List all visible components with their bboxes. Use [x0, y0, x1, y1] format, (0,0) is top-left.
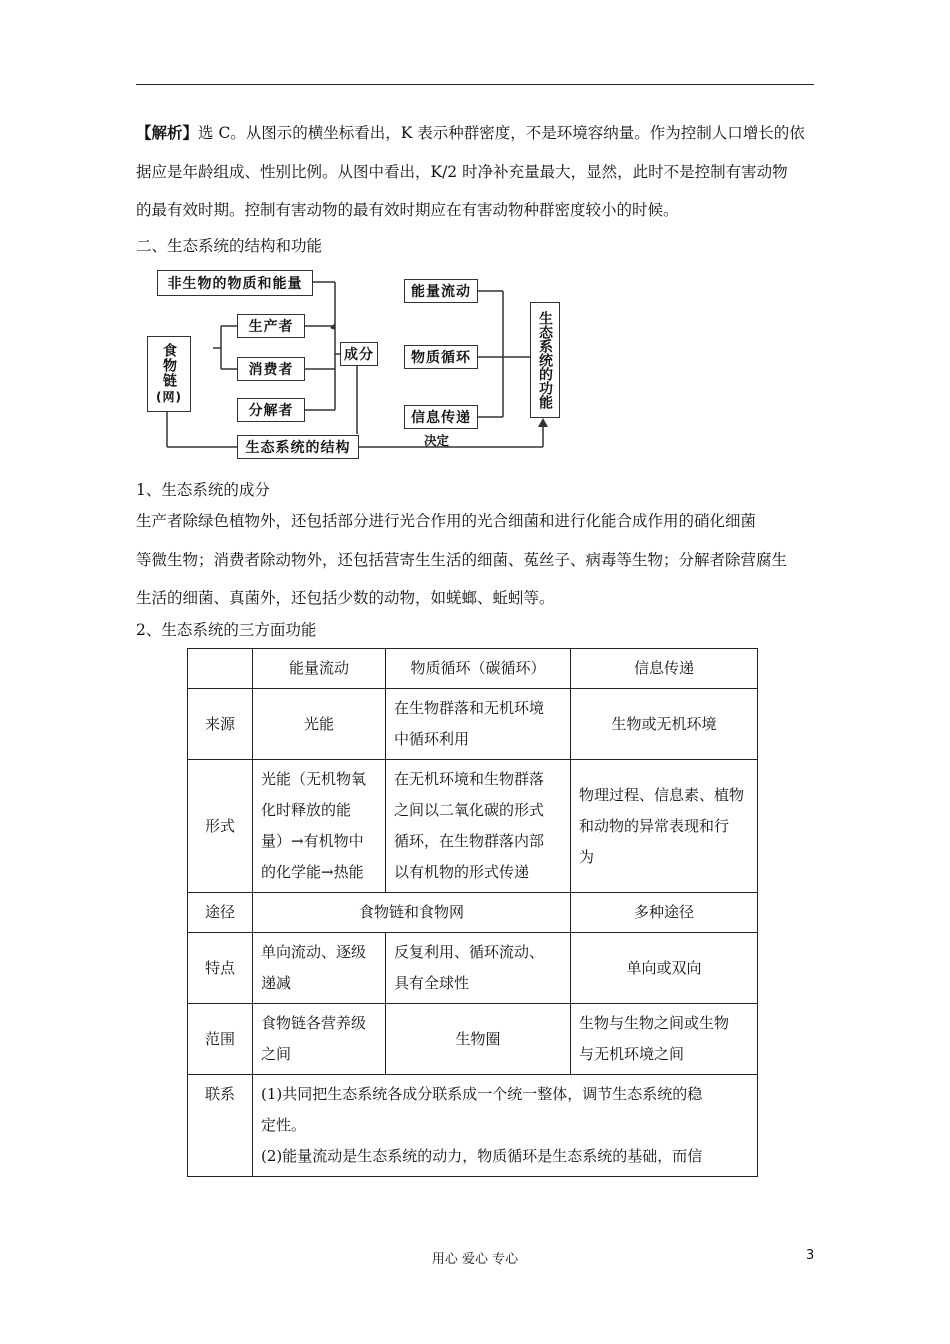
- row-label-relation: 联系: [188, 1075, 253, 1177]
- producer-box: 生产者: [237, 314, 305, 338]
- source-energy: 光能: [253, 689, 386, 760]
- feature-info: 单向或双向: [571, 933, 758, 1004]
- analysis-paragraph: [136, 114, 816, 230]
- header-cell-energy: 能量流动: [253, 649, 386, 689]
- function-table: [187, 648, 758, 1177]
- table-row: [188, 933, 758, 1004]
- relation-line3: (2)能量流动是生态系统的动力，物质循环是生态系统的基础，而信: [261, 1147, 703, 1165]
- scope-info-line: 生物与生物之间或生物: [579, 1014, 730, 1032]
- source-material: [386, 689, 571, 760]
- sub1-line3: 生活的细菌、真菌外，还包括少数的动物，如蜣螂、蚯蚓等。: [136, 589, 555, 607]
- row-label-route: 途径: [188, 893, 253, 933]
- table-row: [188, 760, 758, 893]
- form-material-line: 在无机环境和生物群落: [394, 770, 545, 788]
- consumer-box: 消费者: [237, 357, 305, 381]
- form-energy-line: 量）→有机物中: [261, 832, 364, 850]
- structure-box: 生态系统的结构: [237, 435, 359, 459]
- header-cell-material: 物质循环（碳循环）: [386, 649, 571, 689]
- form-material-line: 之间以二氧化碳的形式: [394, 801, 545, 819]
- form-energy-line: 化时释放的能: [261, 801, 352, 819]
- row-label-form: 形式: [188, 760, 253, 893]
- abiotic-box: 非生物的物质和能量: [157, 270, 313, 296]
- food-chain-box: [147, 336, 191, 412]
- form-material: [386, 760, 571, 893]
- feature-energy: [253, 933, 386, 1004]
- header-cell-empty: [188, 649, 253, 689]
- table-row: [188, 893, 758, 933]
- determines-label: 决定: [424, 433, 450, 448]
- sub1-title: 1、生态系统的成分: [136, 481, 270, 499]
- info-transfer-box: 信息传递: [404, 405, 478, 429]
- analysis-line2: 据应是年龄组成、性别比例。从图中看出，K/2 时净补充量最大，显然，此时不是控制有害动物: [136, 162, 788, 181]
- table-header-row: [188, 649, 758, 689]
- scope-energy-line: 之间: [261, 1045, 292, 1063]
- sub1-line1: 生产者除绿色植物外，还包括部分进行光合作用的光合细菌和进行化能合成作用的硝化细菌: [136, 512, 757, 530]
- table-row: [188, 689, 758, 760]
- scope-info-line: 与无机环境之间: [579, 1045, 685, 1063]
- scope-material: 生物圈: [386, 1004, 571, 1075]
- route-merged: 食物链和食物网: [253, 893, 571, 933]
- form-material-line: 循环，在生物群落内部: [394, 832, 545, 850]
- row-label-scope: 范围: [188, 1004, 253, 1075]
- feature-material-line: 具有全球性: [394, 974, 470, 992]
- scope-info: [571, 1004, 758, 1075]
- food-chain-label: 食物链: [161, 343, 177, 388]
- relation-line2: 定性。: [261, 1116, 307, 1134]
- food-chain-net-label: (网): [156, 390, 182, 404]
- energy-flow-box: 能量流动: [404, 279, 478, 303]
- form-energy-line: 的化学能→热能: [261, 863, 364, 881]
- route-info: 多种途径: [571, 893, 758, 933]
- scope-energy: [253, 1004, 386, 1075]
- row-label-source: 来源: [188, 689, 253, 760]
- relation-line1: (1)共同把生态系统各成分联系成一个统一整体，调节生态系统的稳: [261, 1085, 703, 1103]
- function-box: 生态系统的功能: [530, 302, 560, 418]
- source-info: 生物或无机环境: [571, 689, 758, 760]
- feature-material-line: 反复利用、循环流动、: [394, 943, 545, 961]
- header-rule: [136, 84, 814, 85]
- form-energy: [253, 760, 386, 893]
- form-energy-line: 光能（无机物氧: [261, 770, 367, 788]
- sub2-title: 2、生态系统的三方面功能: [136, 621, 317, 639]
- form-info: [571, 760, 758, 893]
- analysis-line3: 的最有效时期。控制有害动物的最有效时期应在有害动物种群密度较小的时候。: [136, 201, 679, 219]
- form-info-line: 和动物的异常表现和行: [579, 816, 730, 835]
- source-material-line2: 中循环利用: [394, 730, 470, 748]
- sub1-line2: 等微生物；消费者除动物外，还包括营寄生生活的细菌、菟丝子、病毒等生物；分解者除营腐生: [136, 550, 788, 569]
- decomposer-box: 分解者: [237, 398, 305, 422]
- ecosystem-diagram: [145, 262, 555, 462]
- row-label-feature: 特点: [188, 933, 253, 1004]
- sub1-paragraph: [136, 502, 816, 618]
- components-box: 成分: [340, 342, 378, 366]
- table-row: [188, 1075, 758, 1177]
- page-footer: 用心 爱心 专心: [431, 1252, 519, 1267]
- scope-energy-line: 食物链各营养级: [261, 1014, 367, 1032]
- form-info-line: 物理过程、信息素、植物: [579, 785, 745, 804]
- analysis-label: 【解析】: [136, 123, 199, 142]
- relation-text: [253, 1075, 758, 1177]
- form-material-line: 以有机物的形式传递: [394, 863, 530, 881]
- page-number: 3: [806, 1248, 815, 1263]
- header-cell-info: 信息传递: [571, 649, 758, 689]
- feature-energy-line: 递减: [261, 974, 292, 992]
- source-material-line1: 在生物群落和无机环境: [394, 699, 545, 717]
- analysis-line1: 选 C。从图示的横坐标看出，K 表示种群密度，不是环境容纳量。作为控制人口增长的依: [198, 124, 805, 142]
- feature-material: [386, 933, 571, 1004]
- form-info-line: 为: [579, 847, 595, 866]
- table-row: [188, 1004, 758, 1075]
- feature-energy-line: 单向流动、逐级: [261, 943, 367, 961]
- section2-title: 二、生态系统的结构和功能: [136, 237, 323, 255]
- material-cycle-box: 物质循环: [404, 345, 478, 369]
